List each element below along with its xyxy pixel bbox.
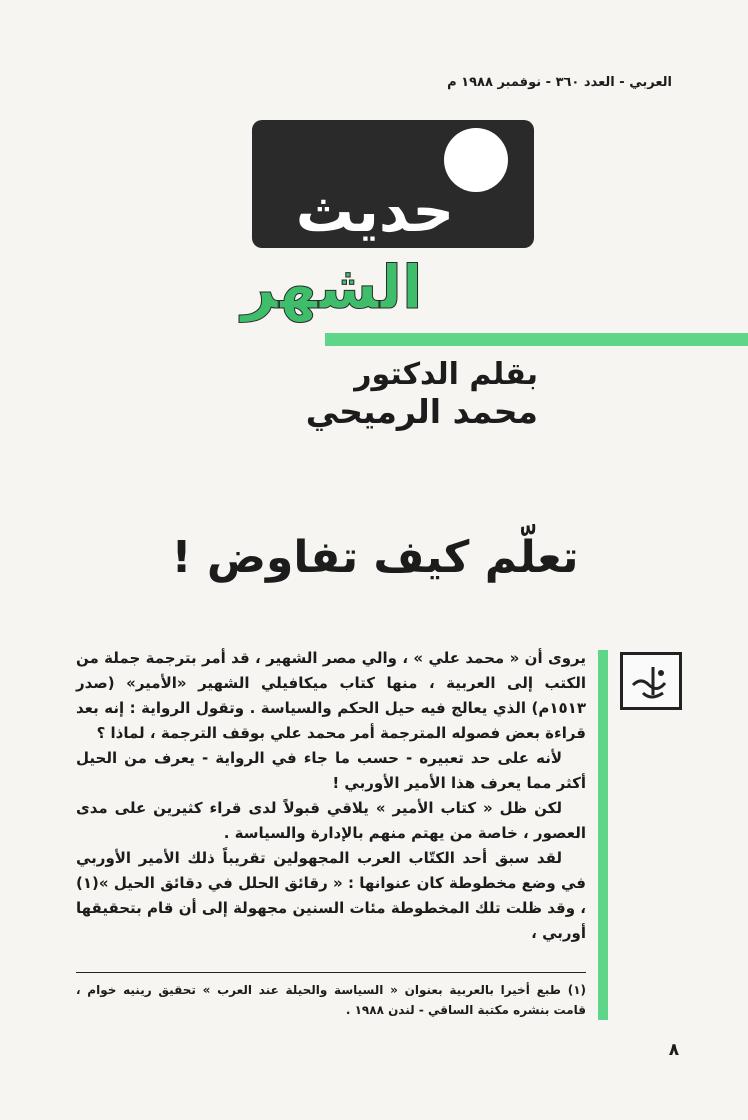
footnote: (١) طبع أخيرا بالعربية بعنوان « السياسة والحيلة عند العرب » تحقيق رينيه خوام ، قامت بنشره مكتبة الساقي - لندن ١٩٨٨ .	[76, 983, 586, 1017]
page-number: ٨	[668, 1040, 680, 1060]
green-accent-bar	[325, 333, 748, 346]
paragraph-2: لأنه على حد تعبيره - حسب ما جاء في الرواية - يعرف من الحيل أكثر مما يعرف هذا الأمير الأوربي !	[76, 749, 586, 792]
byline-title: بقلم الدكتور	[354, 357, 538, 392]
article-body	[76, 646, 586, 946]
calligraphy-emblem-icon	[620, 652, 682, 710]
issue-header: العربي - العدد ٣٦٠ - نوفمبر ١٩٨٨ م	[447, 75, 672, 90]
logo-word-hadith: حديث	[295, 177, 455, 245]
paragraph-4: لقد سبق أحد الكتّاب العرب المجهولين تقريباً ذلك الأمير الأوربي في وضع مخطوطة كان عنوانها : « رقائق الحلل في دقائق الحيل »(١) ، وقد ظلت تلك المخطوطة مئات السنين مجهولة إلى أن قام بتحقيقها أوربي ،	[76, 849, 586, 942]
paragraph-3: لكن ظل « كتاب الأمير » يلاقي قبولاً لدى قراء كثيرين على مدى العصور ، خاصة من يهتم منهم بالإدارة والسياسة .	[76, 799, 586, 842]
logo-word-alshahr: الشهر	[241, 253, 423, 323]
emblem-drawing	[623, 655, 679, 707]
byline-author-name: محمد الرميحي	[305, 392, 538, 431]
article-title: تعلّم كيف تفاوض !	[171, 532, 579, 583]
side-green-rule	[598, 650, 608, 1020]
footnote-divider	[76, 972, 586, 973]
paragraph-1: يروى أن « محمد علي » ، والي مصر الشهير ، قد أمر بترجمة جملة من الكتب إلى العربية ، منها كتاب ميكافيلي الشهير «الأمير» (صدر ١٥١٣م) الذي يعالج فيه حيل الحكم والسياسة . وتقول الرواية : إنه بعد قراءة بعض فصوله المترجمة أمر محمد علي بوقف الترجمة ، لماذا ؟	[76, 649, 586, 742]
